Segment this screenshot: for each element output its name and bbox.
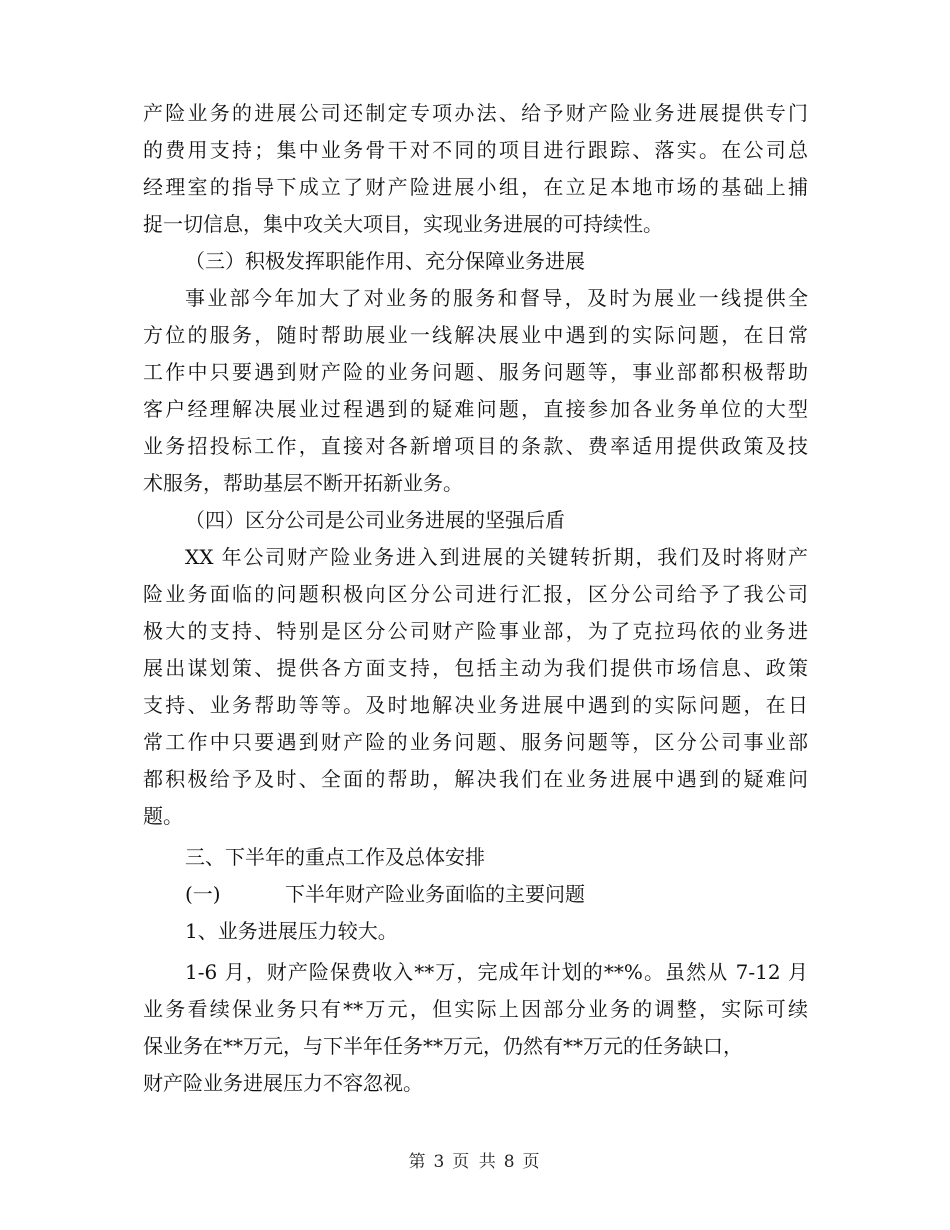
text-line: 险业务面临的问题积极向区分公司进行汇报，区分公司给予了我公司 [143, 582, 808, 606]
text-line: 业务看续保业务只有**万元，但实际上因部分业务的调整，实际可续 [143, 997, 808, 1021]
footer-prefix: 第 [408, 1152, 428, 1172]
paragraph-2 [143, 280, 808, 502]
footer-current-page: 3 [433, 1152, 447, 1172]
subheading-line [185, 876, 808, 913]
text-line: 客户经理解决展业过程遇到的疑难问题，直接参加各业务单位的大型 [143, 397, 808, 421]
heading-3 [143, 243, 808, 280]
document-body [143, 95, 808, 1102]
text-line: 展出谋划策、提供各方面支持，包括主动为我们提供市场信息、政策 [143, 656, 808, 680]
heading-text: 三、下半年的重点工作及总体安排 [185, 845, 485, 869]
text-line: 极大的支持、特别是区分公司财产险事业部，为了克拉玛依的业务进 [143, 619, 808, 643]
item-1 [143, 913, 808, 950]
text-line: 题。 [143, 804, 183, 828]
footer-middle: 页 共 [452, 1152, 498, 1172]
paragraph-1 [143, 95, 808, 243]
text-line: 业务招投标工作，直接对各新增项目的条款、费率适用提供政策及技 [143, 434, 808, 458]
text-line: 财产险业务进展压力不容忽视。 [143, 1071, 423, 1095]
subheading-text: 下半年财产险业务面临的主要问题 [285, 882, 585, 906]
text-line: 经理室的指导下成立了财产险进展小组，在立足本地市场的基础上捕 [143, 175, 808, 199]
heading-4 [143, 502, 808, 539]
text-line: 支持、业务帮助等等。及时地解决业务进展中遇到的实际问题，在日 [143, 693, 808, 717]
text-line: XX 年公司财产险业务进入到进展的关键转折期，我们及时将财产 [185, 545, 808, 569]
text-line: 产险业务的进展公司还制定专项办法、给予财产险业务进展提供专门 [143, 101, 808, 125]
footer-suffix: 页 [522, 1152, 542, 1172]
text-line: 术服务，帮助基层不断开拓新业务。 [143, 471, 463, 495]
text-line: 1-6 月，财产险保费收入**万，完成年计划的**%。虽然从 7-12 月 [185, 960, 808, 984]
text-line: 工作中只要遇到财产险的业务问题、服务问题等，事业部都积极帮助 [143, 360, 808, 384]
subheading-1 [143, 876, 808, 913]
text-line: 事业部今年加大了对业务的服务和督导，及时为展业一线提供全 [185, 286, 808, 310]
paragraph-3 [143, 539, 808, 835]
item-text: 1、业务进展压力较大。 [185, 919, 398, 943]
text-line: 常工作中只要遇到财产险的业务问题、服务问题等，区分公司事业部 [143, 730, 808, 754]
text-line: 的费用支持；集中业务骨干对不同的项目进行跟踪、落实。在公司总 [143, 138, 808, 162]
heading-text: （三）积极发挥职能作用、充分保障业务进展 [185, 249, 585, 273]
page-footer [0, 1147, 950, 1172]
footer-total-pages: 8 [503, 1152, 517, 1172]
text-line: 捉一切信息，集中攻关大项目，实现业务进展的可持续性。 [143, 212, 663, 236]
text-line: 方位的服务，随时帮助展业一线解决展业中遇到的实际问题，在日常 [143, 323, 808, 347]
section-heading-3 [143, 839, 808, 876]
paragraph-4 [143, 954, 808, 1102]
heading-text: （四）区分公司是公司业务进展的坚强后盾 [185, 508, 565, 532]
text-line: 保业务在**万元，与下半年任务**万元，仍然有**万元的任务缺口， [143, 1034, 743, 1058]
subheading-label: (一) [185, 882, 221, 906]
text-line: 都积极给予及时、全面的帮助，解决我们在业务进展中遇到的疑难问 [143, 767, 808, 791]
